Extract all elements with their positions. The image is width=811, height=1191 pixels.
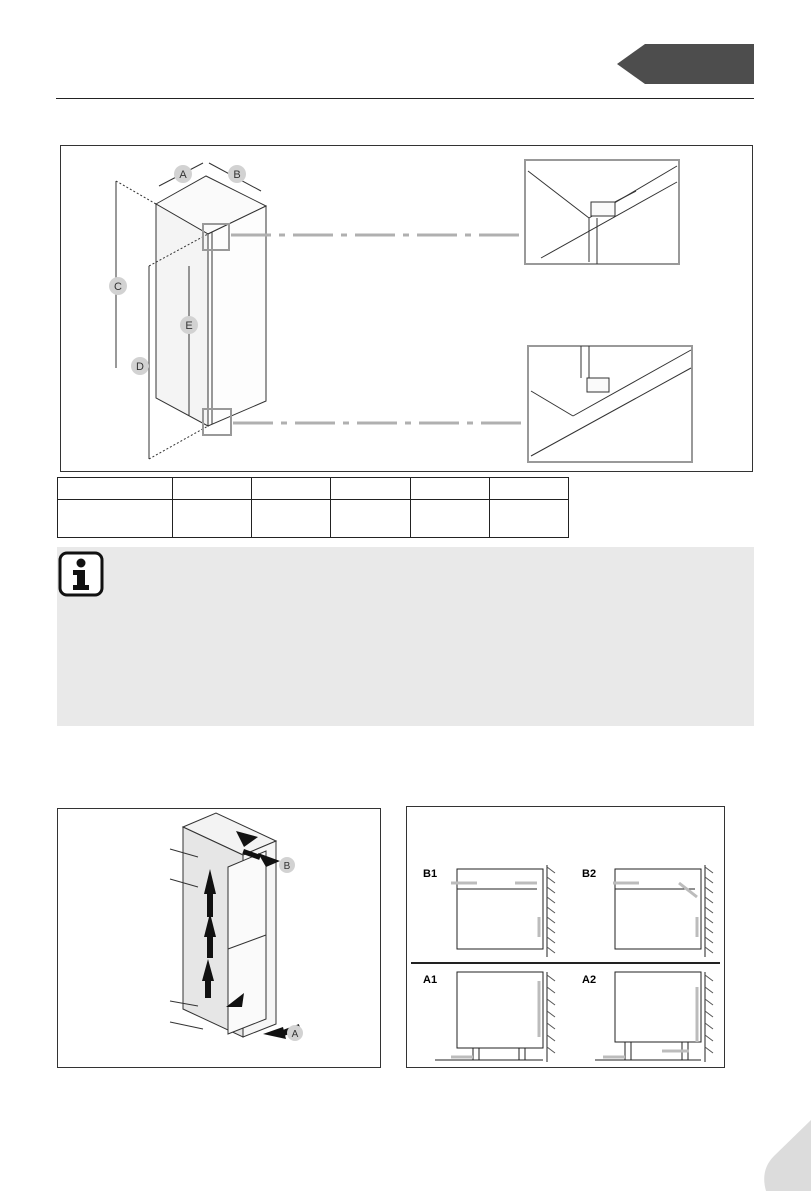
table-cell bbox=[173, 478, 252, 500]
table-header-row bbox=[58, 478, 569, 500]
airflow-drawing bbox=[58, 809, 380, 1067]
section-tab bbox=[617, 44, 754, 84]
dimension-table bbox=[57, 477, 569, 538]
panel-label-b1 bbox=[423, 868, 437, 880]
info-note-box bbox=[57, 547, 754, 726]
callout-a bbox=[174, 165, 192, 183]
svg-text:D: D bbox=[136, 361, 144, 373]
svg-text:C: C bbox=[114, 281, 122, 293]
page-corner-mark bbox=[760, 1120, 811, 1191]
header-rule bbox=[56, 98, 754, 99]
svg-text:A: A bbox=[291, 1029, 299, 1040]
airflow-figure bbox=[57, 808, 381, 1068]
svg-text:A1: A1 bbox=[423, 974, 438, 986]
table-cell bbox=[173, 500, 252, 538]
svg-text:B: B bbox=[283, 861, 291, 872]
svg-text:B: B bbox=[233, 169, 241, 181]
table-cell bbox=[252, 478, 331, 500]
panel-label-a1 bbox=[423, 974, 437, 986]
table-cell bbox=[331, 478, 410, 500]
svg-text:B2: B2 bbox=[582, 868, 597, 880]
callout-b bbox=[279, 857, 295, 873]
callout-c bbox=[109, 277, 127, 295]
table-cell bbox=[331, 500, 410, 538]
table-cell bbox=[252, 500, 331, 538]
ventilation-variants-drawing bbox=[407, 807, 724, 1067]
table-cell bbox=[58, 500, 173, 538]
table-cell bbox=[489, 500, 568, 538]
callout-d bbox=[131, 357, 149, 375]
callout-b bbox=[228, 165, 246, 183]
svg-text:A2: A2 bbox=[582, 974, 597, 986]
table-cell bbox=[58, 478, 173, 500]
svg-text:E: E bbox=[185, 320, 193, 332]
callout-a bbox=[287, 1025, 303, 1041]
svg-text:A: A bbox=[179, 169, 187, 181]
panel-label-b2 bbox=[582, 868, 596, 880]
table-cell bbox=[489, 478, 568, 500]
ventilation-variants-figure bbox=[406, 806, 725, 1068]
table-cell bbox=[410, 500, 489, 538]
appliance-dimensions-figure bbox=[60, 145, 753, 472]
appliance-dimensions-drawing bbox=[61, 146, 752, 471]
table-cell bbox=[410, 478, 489, 500]
info-icon bbox=[58, 551, 104, 597]
table-row bbox=[58, 500, 569, 538]
callout-e bbox=[180, 316, 198, 334]
svg-text:B1: B1 bbox=[423, 868, 438, 880]
panel-label-a2 bbox=[582, 974, 596, 986]
